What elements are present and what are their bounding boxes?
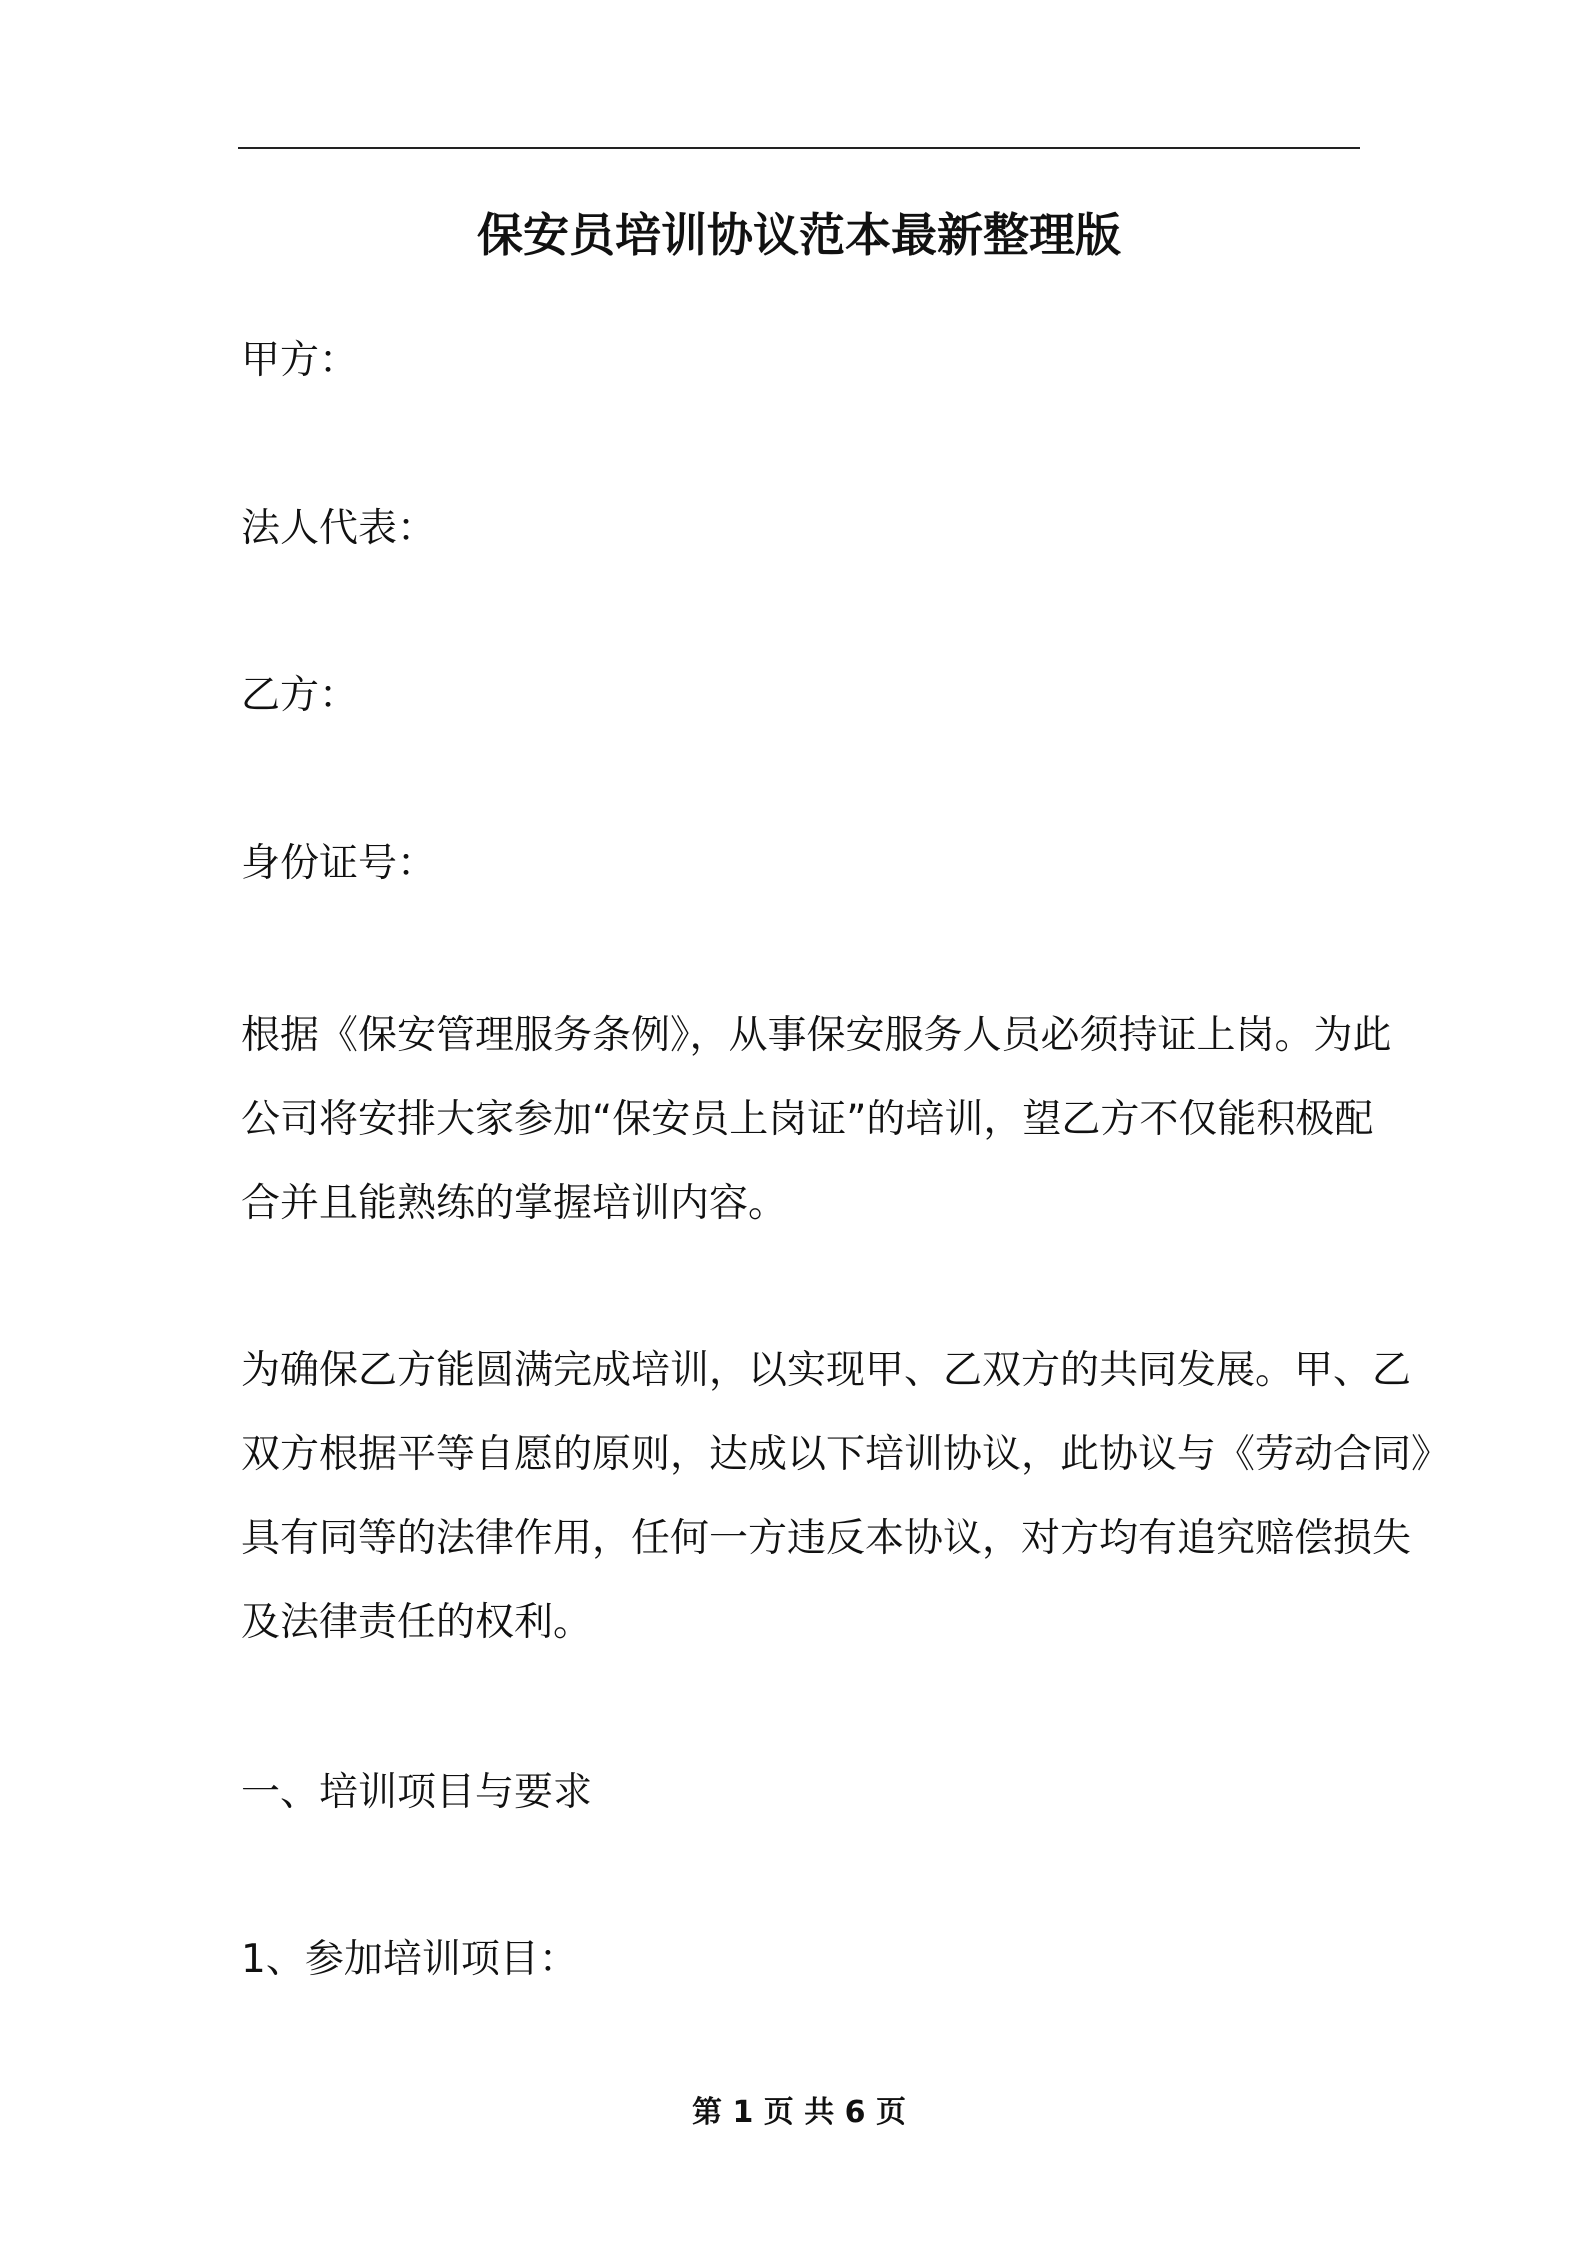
field-party-b: 乙方： <box>241 673 359 718</box>
document-title: 保安员培训协议范本最新整理版 <box>477 208 1121 262</box>
paragraph-intro-line: 合并且能熟练的掌握培训内容。 <box>241 1181 788 1226</box>
header-rule <box>238 147 1360 149</box>
paragraph-agreement-line: 及法律责任的权利。 <box>241 1600 593 1645</box>
paragraph-agreement-line: 具有同等的法律作用，任何一方违反本协议，对方均有追究赔偿损失 <box>241 1516 1412 1561</box>
paragraph-intro-line: 公司将安排大家参加“保安员上岗证”的培训，望乙方不仅能积极配 <box>241 1097 1374 1142</box>
paragraph-agreement-line: 为确保乙方能圆满完成培训，以实现甲、乙双方的共同发展。甲、乙 <box>241 1348 1412 1393</box>
paragraph-agreement-line: 双方根据平等自愿的原则，达成以下培训协议，此协议与《劳动合同》 <box>241 1432 1451 1477</box>
paragraph-intro <box>241 994 1392 1246</box>
page-number: 第 1 页 共 6 页 <box>692 2095 906 2130</box>
section-heading-training: 一、培训项目与要求 <box>241 1770 593 1815</box>
field-party-a: 甲方： <box>241 338 359 383</box>
field-id-number: 身份证号： <box>241 841 437 886</box>
field-legal-representative: 法人代表： <box>241 506 437 551</box>
paragraph-agreement <box>241 1329 1451 1665</box>
paragraph-intro-line: 根据《保安管理服务条例》，从事保安服务人员必须持证上岗。为此 <box>241 1013 1392 1058</box>
training-item-1: 1、参加培训项目： <box>241 1937 578 1982</box>
